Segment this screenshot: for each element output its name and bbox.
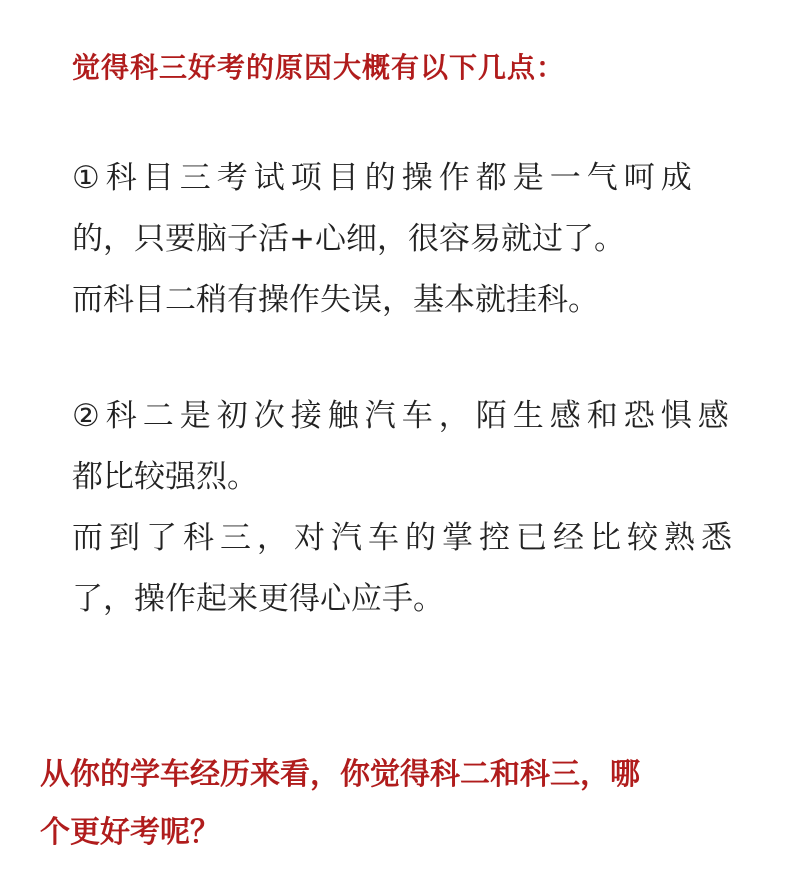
question-line: 个更好考呢？	[40, 815, 220, 850]
point-1-line: 的，只要脑子活+心细，很容易就过了。	[72, 221, 625, 257]
point-1-line: ①科目三考试项目的操作都是一气呵成	[72, 160, 698, 196]
closing-question	[40, 746, 770, 862]
point-2-line: 了，操作起来更得心应手。	[72, 581, 444, 617]
point-2-line: 而到了科三，对汽车的掌控已经比较熟悉	[72, 520, 738, 556]
point-2-line: 都比较强烈。	[72, 459, 258, 495]
point-1-paragraph	[72, 148, 732, 331]
point-2-line: ②科二是初次接触汽车，陌生感和恐惧感	[72, 398, 735, 434]
question-line: 从你的学车经历来看，你觉得科二和科三，哪	[40, 757, 640, 792]
point-2-paragraph	[72, 386, 738, 630]
heading: 觉得科三好考的原因大概有以下几点：	[72, 51, 566, 84]
point-1-line: 而科目二稍有操作失误，基本就挂科。	[72, 282, 599, 318]
